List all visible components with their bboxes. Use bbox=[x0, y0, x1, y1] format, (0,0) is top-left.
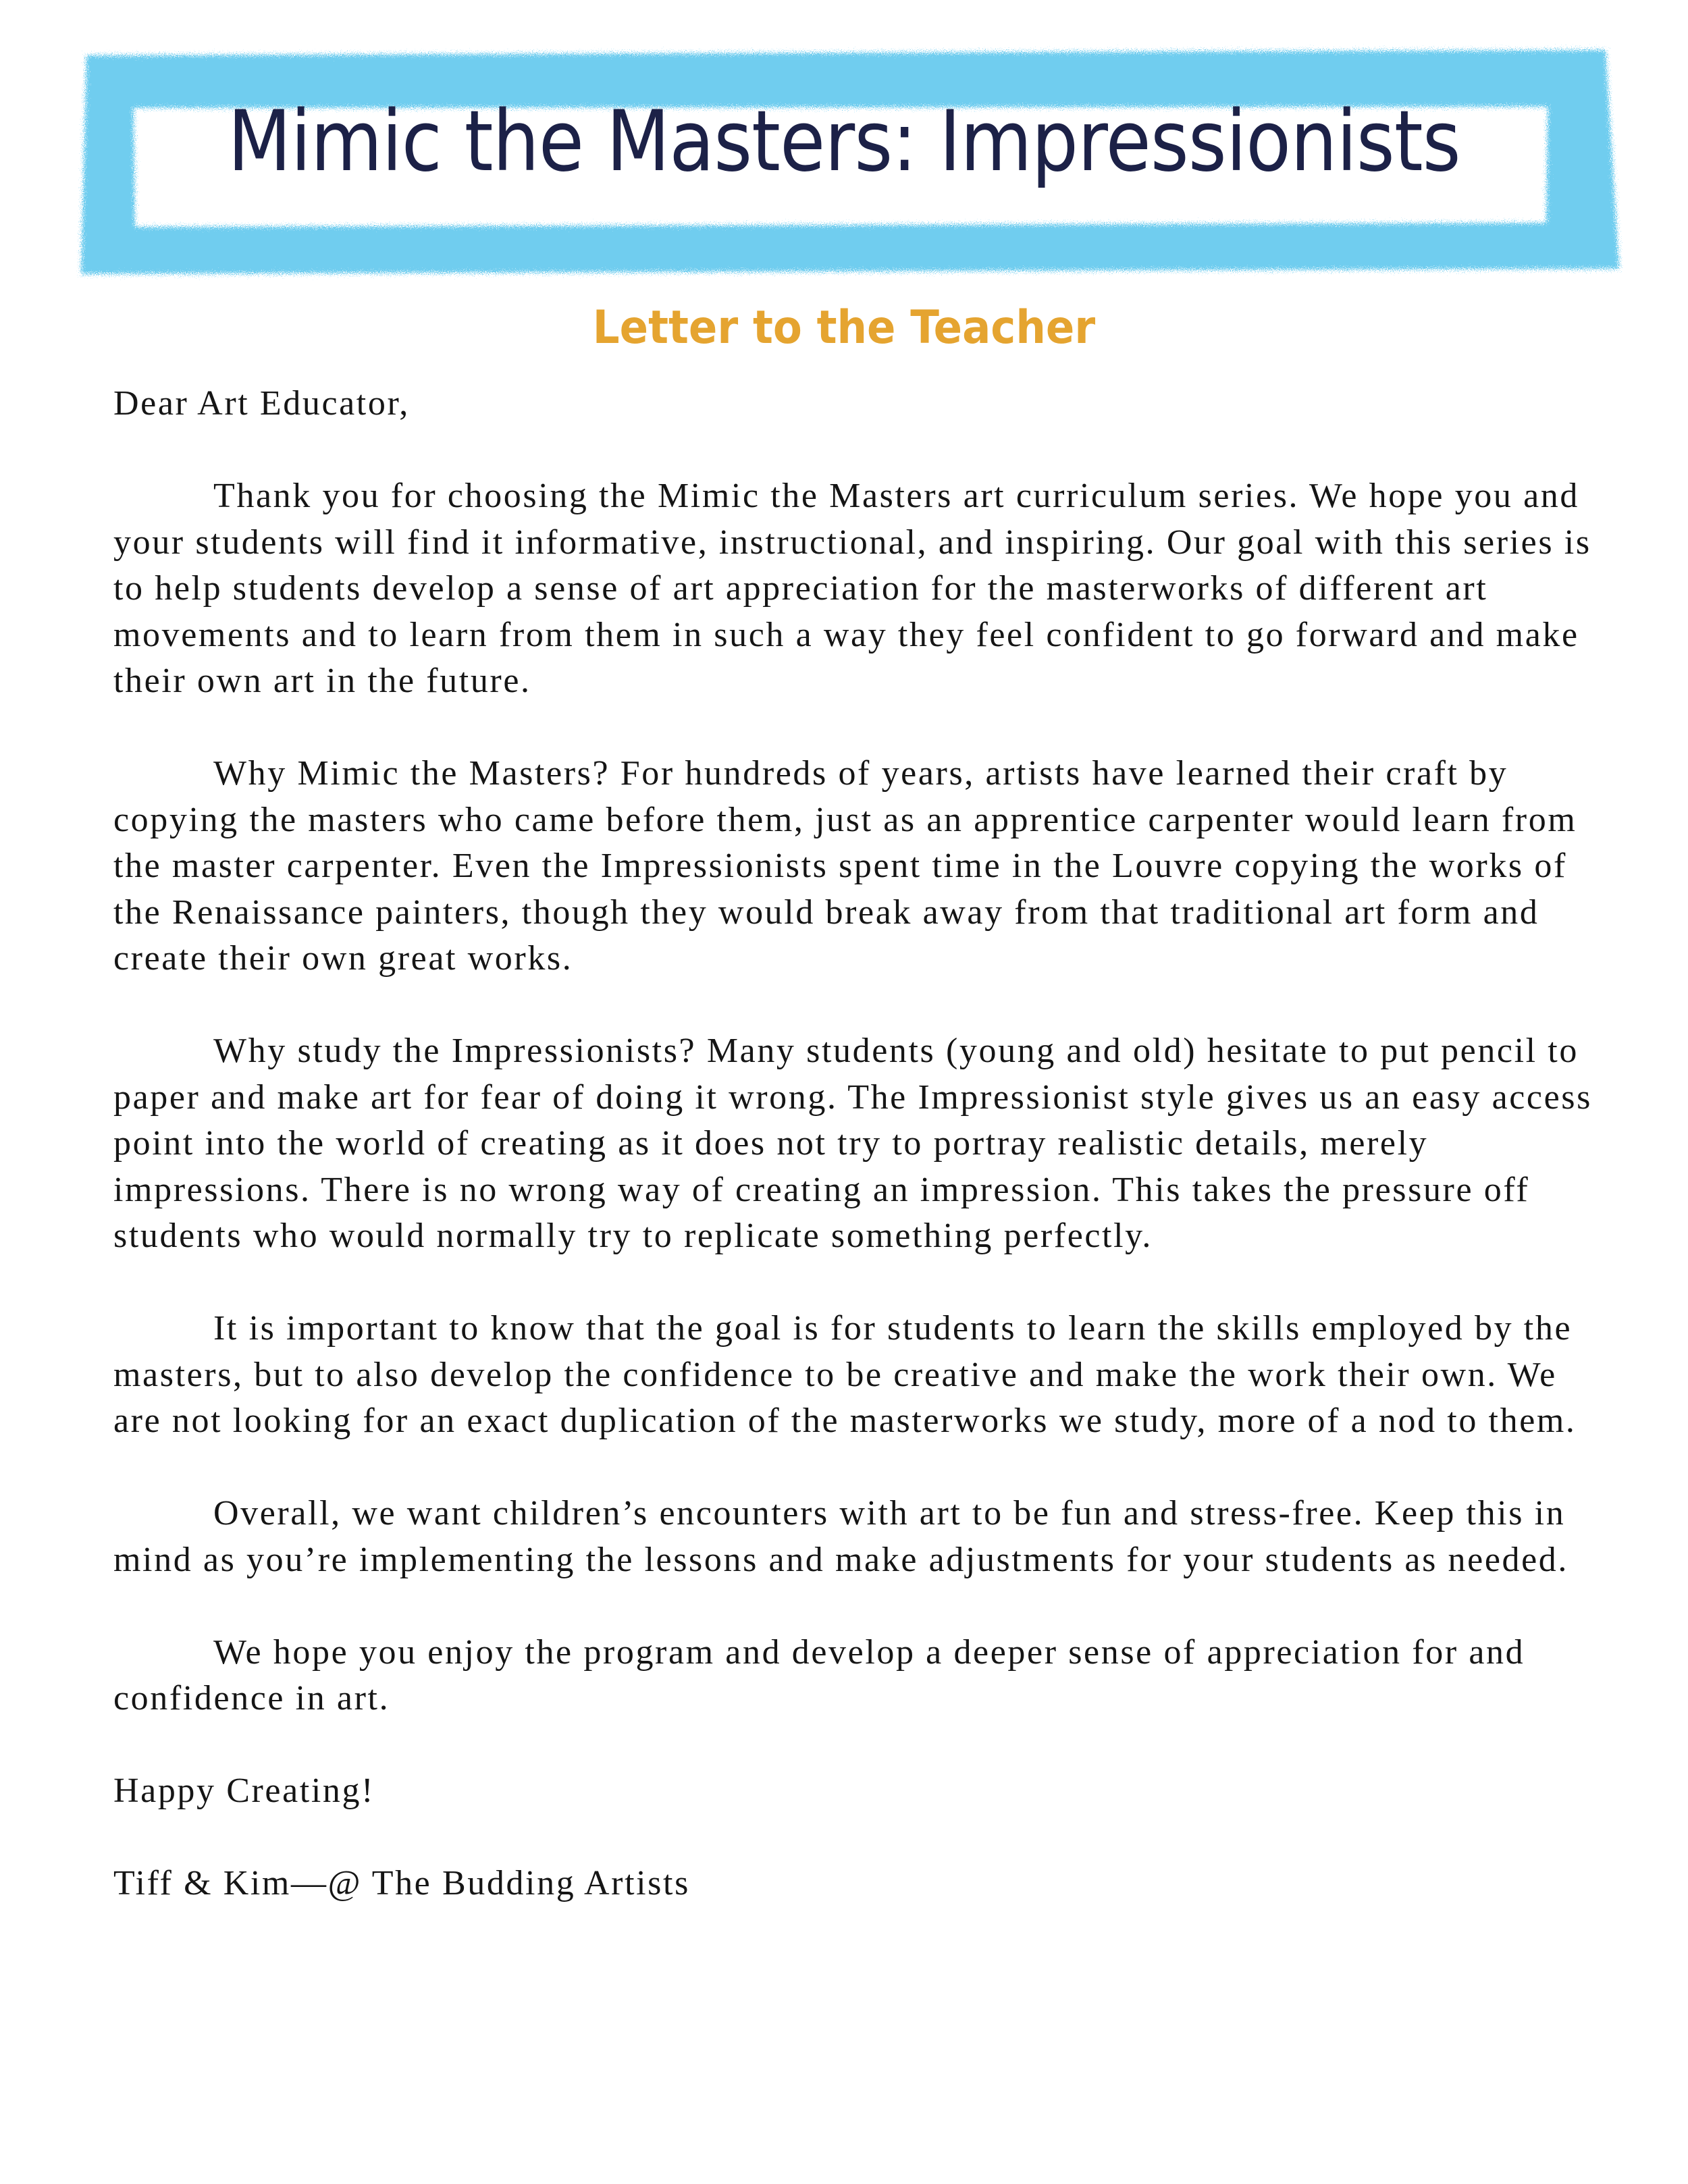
signature: Tiff & Kim—@ The Budding Artists bbox=[113, 1864, 690, 1902]
letter-paragraph: Thank you for choosing the Mimic the Masters art curriculum series. We hope you and your students will find it informative, instructional, and inspiring. Our goal with this series is to help students develop a sense of art appreciation for the masterworks of different art movements and to learn from them in such a way they feel confident to go forward and make their own art in the future. bbox=[113, 477, 1591, 700]
letter-body bbox=[113, 381, 1599, 1907]
letter-paragraph: We hope you enjoy the program and develop a deeper sense of appreciation for and confidence in art. bbox=[113, 1632, 1525, 1717]
closing: Happy Creating! bbox=[113, 1772, 375, 1810]
salutation: Dear Art Educator, bbox=[113, 384, 410, 423]
letter-paragraph: It is important to know that the goal is for students to learn the skills employed by the masters, but to also develop the confidence to be creative and make the work their own. We are not looking for an exact duplication of the masterworks we study, more of a nod to them. bbox=[113, 1309, 1577, 1440]
letter-paragraph: Overall, we want children’s encounters with art to be fun and stress-free. Keep this in mind as you’re implementing the lessons and make adjustments for your students as needed. bbox=[113, 1494, 1568, 1579]
letter-paragraph: Why Mimic the Masters? For hundreds of years, artists have learned their craft by copying the masters who came before them, just as an apprentice carpenter would learn from the master carpenter. Even the Impressionists spent time in the Louvre copying the works of the Renaissance painters, though they would break away from that traditional art form and create their own great works. bbox=[113, 754, 1577, 978]
page-subtitle: Letter to the Teacher bbox=[592, 301, 1096, 354]
page-title: Mimic the Masters: Impressionists bbox=[228, 93, 1460, 190]
letter-paragraph: Why study the Impressionists? Many students (young and old) hesitate to put pencil to paper and make art for fear of doing it wrong. The Impressionist style gives us an easy access point into the world of creating as it does not try to portray realistic details, merely impressions. There is no wrong way of creating an impression. This takes the pressure off students who would normally try to replicate something perfectly. bbox=[113, 1032, 1592, 1255]
